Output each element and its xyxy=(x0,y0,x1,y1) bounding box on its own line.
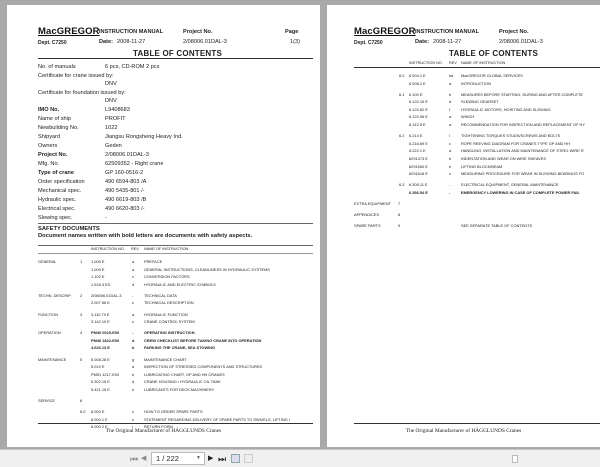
toc-cell: 2/08006.01DAL-3 xyxy=(91,292,122,298)
toc-cell: GENERAL INSTRUCTIONS, CLEANLINESS IN HYDRAULIC SYSTEMS xyxy=(144,266,270,272)
first-page-icon[interactable]: ⏮ xyxy=(130,454,139,464)
toc-cell: 3.142.10 E xyxy=(91,319,110,325)
toc-cell: GENERAL xyxy=(38,259,57,264)
toc-cell: ROPE REEVING DIAGRAM FOR CRANES TYPE GP AND HH xyxy=(461,140,571,146)
toc-cell: HANDLING, INSTALLATION AND MAINTENANCE OF STEEL WIRE R xyxy=(461,148,584,154)
toc-row[interactable] xyxy=(327,201,600,209)
chevron-down-icon[interactable]: ▼ xyxy=(196,455,201,461)
toc-cell: a xyxy=(449,114,452,120)
toc-row[interactable] xyxy=(7,330,320,338)
toc-row[interactable] xyxy=(327,171,600,179)
toc-cell: 3.110.70 E xyxy=(91,311,110,317)
toc-cell: c xyxy=(132,409,134,415)
toc-cell: FUNCTION xyxy=(38,311,59,317)
toc-cell: - xyxy=(132,330,134,336)
manual-label: INSTRUCTION MANUAL xyxy=(99,29,164,35)
toc-cell: 6.222.1 E xyxy=(409,148,426,154)
toc-cell: 6.1 xyxy=(399,91,405,97)
toc-cell: 1 xyxy=(80,259,83,264)
toc-cell: PM40 1822-E00 xyxy=(91,337,120,343)
toc-cell: 5.421.15 E xyxy=(91,386,110,392)
continuous-view-icon[interactable] xyxy=(244,454,253,463)
toc-cell: c xyxy=(449,171,451,177)
info-row: Hydraulic spec. 490 6619-803 /B xyxy=(38,197,147,203)
toc-row[interactable] xyxy=(7,259,320,267)
toc-cell: EMERGENCY LOWERING IN CASE OF COMPLETE POWER FAIL xyxy=(461,189,580,195)
col-name: NAME OF INSTRUCTION xyxy=(461,61,506,65)
toc-cell: MAINTENANCE CHART xyxy=(144,356,187,362)
toc-cell: a xyxy=(449,122,452,128)
date-value: 2008-11-27 xyxy=(433,39,462,45)
toc-cell: MacGREGOR GLOBAL SERVICES xyxy=(461,73,523,78)
footer-rule xyxy=(354,423,600,424)
toc-cell: 1.102 E xyxy=(91,274,105,280)
toc-cell: ELECTRICAL EQUIPMENT, GENERAL MAINTENANCE xyxy=(461,182,559,188)
info-row: IMO No. L9408683 xyxy=(38,107,130,113)
toc-row[interactable] xyxy=(327,164,600,172)
toc-title: TABLE OF CONTENTS xyxy=(133,49,223,58)
toc-cell: a xyxy=(132,364,135,370)
info-row: Project No. 2/08006.01DAL-3 xyxy=(38,152,149,158)
toc-row[interactable] xyxy=(327,99,600,107)
toc-cell: LUBRICATING CHART, GP AND HH CRANES xyxy=(144,371,225,377)
toc-row[interactable] xyxy=(7,338,320,346)
toc-cell: 6.000.1 E xyxy=(91,416,108,422)
columns-rule-bottom xyxy=(38,253,313,254)
toc-row[interactable] xyxy=(7,409,320,417)
toc-cell: b xyxy=(132,371,135,377)
toc-cell: 6.0 xyxy=(80,409,86,415)
footer-text: The Original Manufacturer of HÄGGLUNDS Cranes xyxy=(105,428,222,434)
toc-cell: i xyxy=(132,424,133,430)
toc-row[interactable] xyxy=(327,148,600,156)
toc-cell: SEE SEPARATE TABLE OF CONTENTS xyxy=(461,223,533,229)
toc-row[interactable] xyxy=(327,81,600,89)
toc-row[interactable] xyxy=(7,357,320,365)
document-page-right xyxy=(327,5,600,447)
info-row: Slewing spec. - xyxy=(38,215,107,221)
toc-cell: INSPECTION OF STRESSED COMPONENTS AND STRUCTURES xyxy=(144,364,263,370)
toc-cell: 1.009 E xyxy=(91,266,105,272)
prev-page-icon[interactable]: ◀ xyxy=(141,455,147,462)
toc-cell: 5.302.15 E xyxy=(91,379,110,385)
toc-cell: OPERATION xyxy=(38,330,61,336)
toc-cell: 4 xyxy=(80,330,83,336)
toc-cell: 6291560 E xyxy=(409,163,428,169)
toc-row[interactable] xyxy=(7,398,320,406)
project-value: 2/08006.01DAL-3 xyxy=(183,39,227,45)
toc-cell: OPERATING INSTRUCTION xyxy=(144,330,195,336)
toc-cell: i xyxy=(449,133,450,139)
document-page-left xyxy=(7,5,320,447)
toc-cell: 6.100 E xyxy=(409,91,423,97)
toc-cell: 1.518.3 ED xyxy=(91,281,111,287)
toc-cell: 3 xyxy=(80,311,83,317)
toc-cell: 6.120.96 E xyxy=(409,114,428,120)
toc-cell: TIGHTENING TORQUES STUDS/SCREWS AND BOLTS xyxy=(461,133,561,139)
toc-cell: CRANE HOUSING / HYDRAULIC OIL TANK xyxy=(144,379,221,385)
toc-cell: PARKING THE CRANE, SEA STOWING xyxy=(144,345,216,351)
project-value: 2/08006.01DAL-3 xyxy=(499,39,543,45)
toc-cell: b xyxy=(449,155,452,161)
toc-row[interactable] xyxy=(327,212,600,220)
toc-cell: c xyxy=(132,300,134,306)
next-page-icon[interactable]: ▶ xyxy=(208,455,214,462)
date-label: Date: xyxy=(415,39,429,45)
toc-cell: - xyxy=(132,292,134,298)
info-row: Name of ship PROFIT xyxy=(38,116,126,122)
footer-rule xyxy=(38,423,313,424)
col-rev: REV xyxy=(449,61,457,65)
project-label: Project No. xyxy=(499,29,529,35)
toc-cell: EXTRA EQUIPMENT xyxy=(354,200,391,206)
col-name: NAME OF INSTRUCTION xyxy=(144,247,189,251)
toc-cell: e xyxy=(132,386,135,392)
columns-rule-top xyxy=(38,245,313,246)
toc-cell: 5 xyxy=(80,356,83,362)
info-row: Order specification 490 6594-803 /A xyxy=(38,179,147,185)
toc-cell: STATEMENT REGARDING DELIVERY OF SPARE PARTS TO SWIVELS, LIFTING I xyxy=(144,416,290,422)
toc-cell: 6.120.15 E xyxy=(409,99,428,105)
toc-cell: SERVICE xyxy=(38,398,56,403)
macgregor-logo: MacGREGOR xyxy=(354,26,416,37)
toc-cell: c xyxy=(132,319,134,325)
toc-cell: TECHN. DESCRIP. xyxy=(38,292,72,298)
safety-note: Document names written with bold letters are documents with safety aspects. xyxy=(38,233,253,239)
toc-cell: PREFACE xyxy=(144,259,163,264)
toc-cell: HYDRAULIC FUNCTION xyxy=(144,311,188,317)
date-label: Date: xyxy=(99,39,113,45)
info-row: Mfg. No. 62509352 - Right crane xyxy=(38,161,164,167)
toc-row[interactable] xyxy=(327,156,600,164)
toc-cell: d xyxy=(132,281,135,287)
toc-cell: CRANE CONTROL SYSTEM xyxy=(144,319,195,325)
toc-cell: f xyxy=(449,106,451,112)
toc-cell: 1.005 E xyxy=(91,259,105,264)
project-label: Project No. xyxy=(183,29,213,35)
two-page-view-icon[interactable] xyxy=(231,454,240,463)
toc-cell: 6.2 xyxy=(399,133,405,139)
navigation-toolbar xyxy=(0,449,600,467)
toc-cell: 6.142.5 E xyxy=(409,122,426,128)
toc-cell: 6291618 E xyxy=(409,171,428,177)
toc-cell: MEASURES BEFORE STARTING, DURING AND AFTER COMPLETE xyxy=(461,91,583,97)
toc-cell: 6.305.11 E xyxy=(409,182,428,188)
toc-list-left xyxy=(7,259,320,432)
toc-cell: 5.019 E xyxy=(91,364,105,370)
toc-cell: b xyxy=(449,91,452,97)
toc-cell: SPARE PARTS xyxy=(354,223,381,229)
toc-cell: 9 xyxy=(398,223,401,229)
toc-cell: d xyxy=(449,99,452,105)
info-row: Shipyard Jiangsu Rongsheng Heavy Ind. xyxy=(38,134,183,140)
page-value: 1(3) xyxy=(290,39,300,45)
toc-cell: a xyxy=(132,266,135,272)
toc-cell: 6.120.62 E xyxy=(409,106,428,112)
last-page-icon[interactable]: ⏭ xyxy=(218,454,227,464)
toc-cell: LUBRICANTS FOR DECK MACHINERY xyxy=(144,386,215,392)
toc-row[interactable] xyxy=(327,114,600,122)
manual-label: INSTRUCTION MANUAL xyxy=(415,29,480,35)
col-rev: REV xyxy=(131,247,139,251)
toc-row[interactable] xyxy=(327,182,600,190)
info-row: Certificate for foundation issued by:DNV xyxy=(38,90,126,104)
page-number-input[interactable]: 1 / 222 ▼ xyxy=(151,452,205,465)
toc-row[interactable] xyxy=(7,293,320,301)
toc-cell: 6.0 xyxy=(399,73,405,78)
toc-row[interactable] xyxy=(7,345,320,353)
info-row: No. of manuals 6 pcs, CD-ROM 2 pcs xyxy=(38,64,160,70)
toc-row[interactable] xyxy=(7,300,320,308)
toc-cell: 6.000.2 E xyxy=(91,424,108,430)
dept-label: Dept. C7250 xyxy=(38,40,67,46)
page-view-icon[interactable] xyxy=(512,455,518,463)
toc-row[interactable] xyxy=(7,372,320,380)
toc-cell: a xyxy=(449,148,452,154)
toc-cell: a xyxy=(132,311,135,317)
toc-row[interactable] xyxy=(327,223,600,231)
toc-cell: 8 xyxy=(398,212,401,217)
info-row: Mechanical spec. 490 5435-801 /- xyxy=(38,188,145,194)
toc-cell: APPENDICES xyxy=(354,212,380,217)
toc-cell: d xyxy=(132,337,135,343)
toc-cell: SLEWING GEARSET xyxy=(461,99,499,105)
toc-cell: CONVERSION FACTORS xyxy=(144,274,190,280)
toc-cell: HYDRAULIC MOTORS, HOISTING AND SLEWING xyxy=(461,106,551,112)
toc-cell: 6.008.2 E xyxy=(409,80,426,86)
section-rule xyxy=(38,223,313,224)
toc-cell: TECHNICAL DATA xyxy=(144,292,177,298)
dept-label: Dept. C7250 xyxy=(354,40,383,46)
toc-cell: ba xyxy=(449,73,454,78)
toc-cell: c xyxy=(449,140,451,146)
toc-row[interactable] xyxy=(327,190,600,198)
toc-row[interactable] xyxy=(327,73,600,81)
toc-cell: PM51 1217-E00 xyxy=(91,371,120,377)
toc-cell: c xyxy=(132,416,134,422)
toc-row[interactable] xyxy=(7,312,320,320)
toc-row[interactable] xyxy=(7,274,320,282)
crane-info-list xyxy=(38,63,183,223)
toc-cell: a xyxy=(449,80,452,86)
toc-cell: g xyxy=(132,356,135,362)
toc-cell: 6.3 xyxy=(399,182,405,188)
toc-cell: MEASURING PROCEDURE FOR WEAR IN SLEWING BEARINGS FO xyxy=(461,171,585,177)
toc-title: TABLE OF CONTENTS xyxy=(449,49,539,58)
toc-cell: - xyxy=(449,189,451,195)
toc-cell: 7 xyxy=(398,200,401,206)
toc-row[interactable] xyxy=(7,319,320,327)
toc-cell: INTRODUCTION xyxy=(461,80,491,86)
toc-cell: 6 xyxy=(80,398,83,403)
toc-cell: PM40 0015-E00 xyxy=(91,330,120,336)
date-value: 2008-11-27 xyxy=(117,39,146,45)
toc-cell: a xyxy=(132,259,135,264)
toc-cell: 6.356.54 E xyxy=(409,189,428,195)
toc-cell: CREW CHECKLIST BEFORE TAKING CRANE INTO OPERATION xyxy=(144,337,262,343)
toc-row[interactable] xyxy=(7,267,320,275)
toc-cell: MAINTENANCE xyxy=(38,356,67,362)
toc-cell: TECHNICAL DESCRIPTION xyxy=(144,300,194,306)
toc-row[interactable] xyxy=(327,92,600,100)
toc-cell: - xyxy=(449,182,451,188)
page-label: Page xyxy=(285,29,299,35)
toc-cell: 5.008.28 E xyxy=(91,356,110,362)
toc-cell: 6.214 E xyxy=(409,133,423,139)
toc-cell: c xyxy=(132,274,134,280)
footer-text: The Original Manufacturer of HÄGGLUNDS Cranes xyxy=(405,428,522,434)
macgregor-logo: MacGREGOR xyxy=(38,26,100,37)
info-row: Electrical spec. 490 6620-803 /- xyxy=(38,206,145,212)
safety-title: SAFETY DOCUMENTS xyxy=(38,226,100,232)
toc-cell: RETURN FORM xyxy=(144,424,173,430)
col-instruction-no: INSTRUCTION NO. xyxy=(91,247,125,251)
toc-cell: b xyxy=(132,345,135,351)
toc-cell: 6.000 E xyxy=(91,409,105,415)
toc-cell: 4.626.13 E xyxy=(91,345,110,351)
toc-cell: e xyxy=(449,163,452,169)
toc-cell: 2 xyxy=(80,292,83,298)
toc-row[interactable] xyxy=(327,107,600,115)
toc-cell: INDENTATION AND WEAR ON WIRE SHEAVES xyxy=(461,155,546,161)
toc-cell: LIFTING BLOCK/BEAM xyxy=(461,163,503,169)
header-rule xyxy=(354,67,600,68)
toc-row[interactable] xyxy=(7,364,320,372)
toc-cell: WINCH xyxy=(461,114,475,120)
toc-list-right xyxy=(327,73,600,231)
toc-row[interactable] xyxy=(327,141,600,149)
toc-row[interactable] xyxy=(7,282,320,290)
info-row: Newbuilding No. 1022 xyxy=(38,125,118,131)
toc-cell: HOW TO ORDER SPARE PARTS xyxy=(144,409,203,415)
toc-cell: 2.007.56 E xyxy=(91,300,110,306)
toc-cell: 6.216.69 E xyxy=(409,140,428,146)
toc-row[interactable] xyxy=(327,133,600,141)
header-rule xyxy=(38,58,313,59)
toc-cell: HYDRAULIC AND ELECTRIC SYMBOLS xyxy=(144,281,216,287)
toc-cell: 6.004.1 E xyxy=(409,73,426,78)
info-row: Certificate for crane issued by:DNV xyxy=(38,73,117,87)
info-row: Owners Geden xyxy=(38,143,122,149)
toc-row[interactable] xyxy=(327,122,600,130)
toc-cell: 6291473 E xyxy=(409,155,428,161)
toc-cell: d xyxy=(132,379,135,385)
toc-row[interactable] xyxy=(7,379,320,387)
toc-row[interactable] xyxy=(7,387,320,395)
toc-cell: RECOMMENDATION FOR INSPECTION AND REPLACEMENT OF HY xyxy=(461,122,585,128)
col-instruction-no: INSTRUCTION NO. xyxy=(409,61,443,65)
info-row: Type of crane GP 160-0516-2 xyxy=(38,170,144,176)
